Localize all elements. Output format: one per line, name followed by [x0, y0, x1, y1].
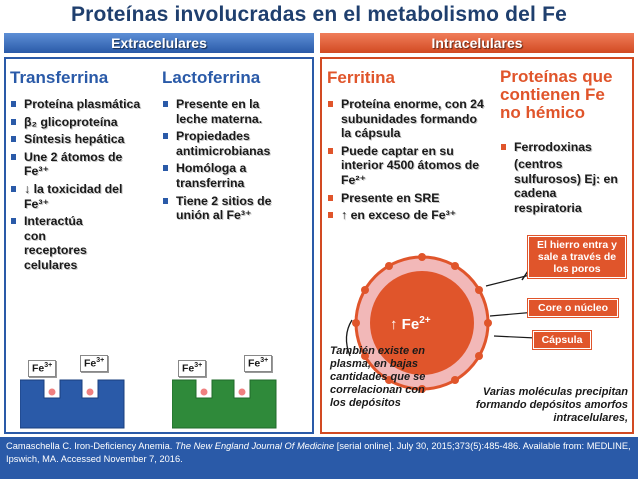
iron-atom — [86, 388, 94, 396]
list-item: Proteína plasmática — [10, 97, 150, 112]
list-item: ↓ la toxicidad del Fe³⁺ — [10, 182, 150, 211]
reference-text: Camaschella C. Iron-Deficiency Anemia. — [6, 441, 173, 451]
lactoferrin-diagram — [172, 370, 282, 430]
reference-text: [serial online]. July 30, 2015;373(5):485-486. Available from: MEDLINE, Ipswich, MA. Accessed November 7, 2016. — [6, 441, 631, 464]
iron-atom — [200, 388, 208, 396]
list-item: β₂ glicoproteína — [10, 115, 150, 130]
page-title: Proteínas involucradas en el metabolismo del Fe — [70, 3, 568, 26]
reference-journal: The New England Journal Of Medicine — [174, 441, 335, 451]
note-plasma: También existe en plasma, en bajas cantidades que se correlacionan con los depósitos — [330, 345, 426, 409]
fe3-label: $Fe^{3+}$ — [178, 360, 206, 377]
transferrin-shape — [20, 380, 124, 428]
list-item: Presente en SRE — [327, 191, 497, 206]
list-item: ↑ en exceso de Fe³⁺ — [327, 208, 497, 223]
list-item: Une 2 átomos de Fe³⁺ — [10, 150, 150, 179]
iron-atom — [48, 388, 56, 396]
list-nohemico — [500, 140, 630, 158]
list-item: Puede captar en su interior 4500 átomos de Fe²⁺ — [327, 144, 482, 188]
heading-lactoferrina: Lactoferrina — [162, 68, 261, 87]
callout-pores: El hierro entra y sale a través de los poros — [528, 236, 626, 278]
list-ferritina — [327, 97, 497, 226]
transferrin-diagram — [20, 370, 130, 430]
list-lactoferrina — [162, 97, 307, 226]
reference-footer — [0, 437, 638, 479]
list-item: Propiedades antimicrobianas — [162, 129, 307, 158]
note-deposits: Varias moléculas precipitan formando depósitos amorfos intracelulares, — [475, 386, 628, 424]
callout-capsule: Cápsula — [533, 331, 591, 349]
heading-transferrina: Transferrina — [10, 68, 109, 87]
list-transferrina — [10, 97, 150, 276]
list-item: Interactúa con receptores celulares — [10, 214, 100, 272]
iron-atom — [238, 388, 246, 396]
list-item: Presente en la leche materna. — [162, 97, 287, 126]
list-item: Homóloga a transferrina — [162, 161, 272, 190]
heading-nohemico: Proteínas que contienen Fe no hémico — [500, 67, 613, 122]
nohemico-detail: (centros sulfurosos) Ej: en cadena respiratoria — [514, 157, 618, 215]
heading-ferritina: Ferritina — [327, 68, 396, 87]
fe3-label: $Fe^{3+}$ — [28, 360, 56, 377]
lactoferrin-shape — [172, 380, 276, 428]
list-item: Ferrodoxinas — [500, 140, 630, 155]
callout-core: Core o núcleo — [528, 299, 618, 317]
fe3-label: $Fe^{3+}$ — [80, 355, 108, 372]
list-item: Tiene 2 sitios de unión al Fe³⁺ — [162, 194, 297, 223]
header-intracelulares: Intracelulares — [320, 33, 634, 53]
ferritin-core-label: ↑ $Fe^{2+}$ — [390, 315, 431, 333]
fe3-label: $Fe^{3+}$ — [244, 355, 272, 372]
header-extracelulares: Extracelulares — [4, 33, 314, 53]
list-item: Proteína enorme, con 24 subunidades formando la cápsula — [327, 97, 487, 141]
list-item: Síntesis hepática — [10, 132, 150, 147]
